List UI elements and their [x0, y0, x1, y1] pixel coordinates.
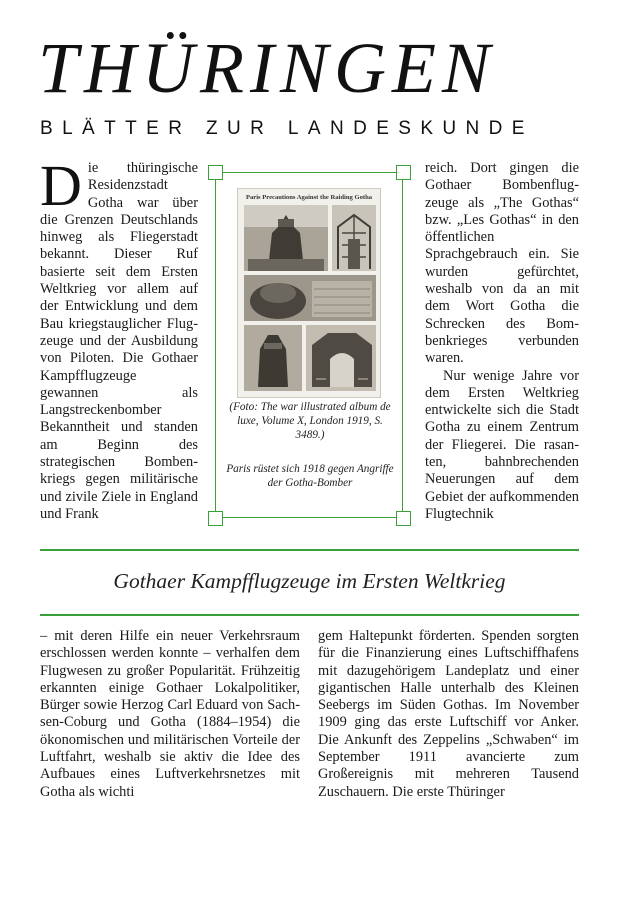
figure-caption: Paris rüstet sich 1918 gegen Angriffe der Gotha-Bomber: [226, 463, 394, 490]
figure-credit: (Foto: The war illustrated album de luxe, Volume X, London 1919, S. 3489.): [229, 401, 391, 442]
frame-corner-top-left: [208, 165, 223, 180]
intro-right-paragraph-1: reich. Dort gingen die Gothaer Bombenflugzeuge als „The Gothas“ bzw. „Les Gothas“ in den öffentlichen Sprachgebrauch ein. Sie wurden gefürchtet, weshalb von da an mit dem Wort Gotha die Schrecken des Bombenkrieges verbunden waren.: [425, 160, 579, 367]
section-left-text: – mit deren Hilfe ein neuer Verkehrsraum erschlossen werden konnte – verhalfen dem Flugwesen zu großer Popularität. Frühzeitig erkannten einige Gothaer Lokalpolitiker, Bürger sowie Herzog Carl Eduard von Sachsen-Coburg und Gotha (1884–1954) die ökonomischen und militärischen Vorteile der Luftfahrt, weshalb sie aktiv die Idee des Aufbaues eines Luftverkehrsnetzes mit Gotha als wichti: [40, 628, 300, 800]
masthead-title: THÜRINGEN: [38, 28, 497, 108]
section-right-column: [318, 628, 579, 801]
intro-left-text: ie thüringische Residenzstadt Gotha war über die Grenzen Deutschlands hinweg als Fliegerstadt bekannt. Dieser Ruf basierte seit dem Ersten Weltkrieg vor allem auf der Entwicklung und dem Bau kriegstauglicher Flugzeuge und der Ausbildung von Piloten. Die Gothaer Kampfflugzeuge gewannen als Langstreckenbomber Bekanntheit und standen am Beginn des strategischen Bombenkriegs gegen militärische und zivile Ziele in England und Frank: [40, 160, 198, 522]
section-rule-bottom: [40, 614, 579, 616]
intro-left-column: [40, 153, 198, 523]
historic-photo: [237, 188, 381, 398]
drop-cap: D: [40, 153, 82, 218]
masthead-subtitle: BLÄTTER ZUR LANDESKUNDE: [40, 118, 534, 139]
section-right-text: gem Haltepunkt förderten. Spenden sorgten für die Finanzierung eines Luftschiffhafens mit dazugehörigem Landeplatz und einer gigantischen Halle unterhalb des Kleinen Seebergs im Süden Gothas. Im November 1909 ging das erste Luftschiff vor Anker. Die Ankunft des Zeppelins „Schwaben“ im September 1911 avancierte zum Großereignis mit mehreren Tausend Zuschauern. Die erste Thüringer: [318, 628, 579, 800]
section-left-column: [40, 628, 300, 801]
intro-paragraph: [40, 153, 198, 523]
section-rule-top: [40, 549, 579, 551]
frame-corner-top-right: [396, 165, 411, 180]
intro-right-paragraph-2: Nur wenige Jahre vor dem Ersten Weltkrieg entwickelte sich die Stadt Gotha zu einem Zentrum der Fliegerei. Die rasanten, bahnbrechenden Neuerungen auf dem Gebiet der aufkommenden Flugtechnik: [425, 367, 579, 522]
photo-collage-image: [238, 189, 381, 398]
photo-headline: Paris Precautions Against the Raiding Gotha: [245, 194, 373, 201]
frame-corner-bottom-left: [208, 511, 223, 526]
section-headline: Gothaer Kampfflugzeuge im Ersten Weltkrieg: [113, 569, 506, 593]
frame-corner-bottom-right: [396, 511, 411, 526]
intro-right-column: [425, 160, 579, 523]
